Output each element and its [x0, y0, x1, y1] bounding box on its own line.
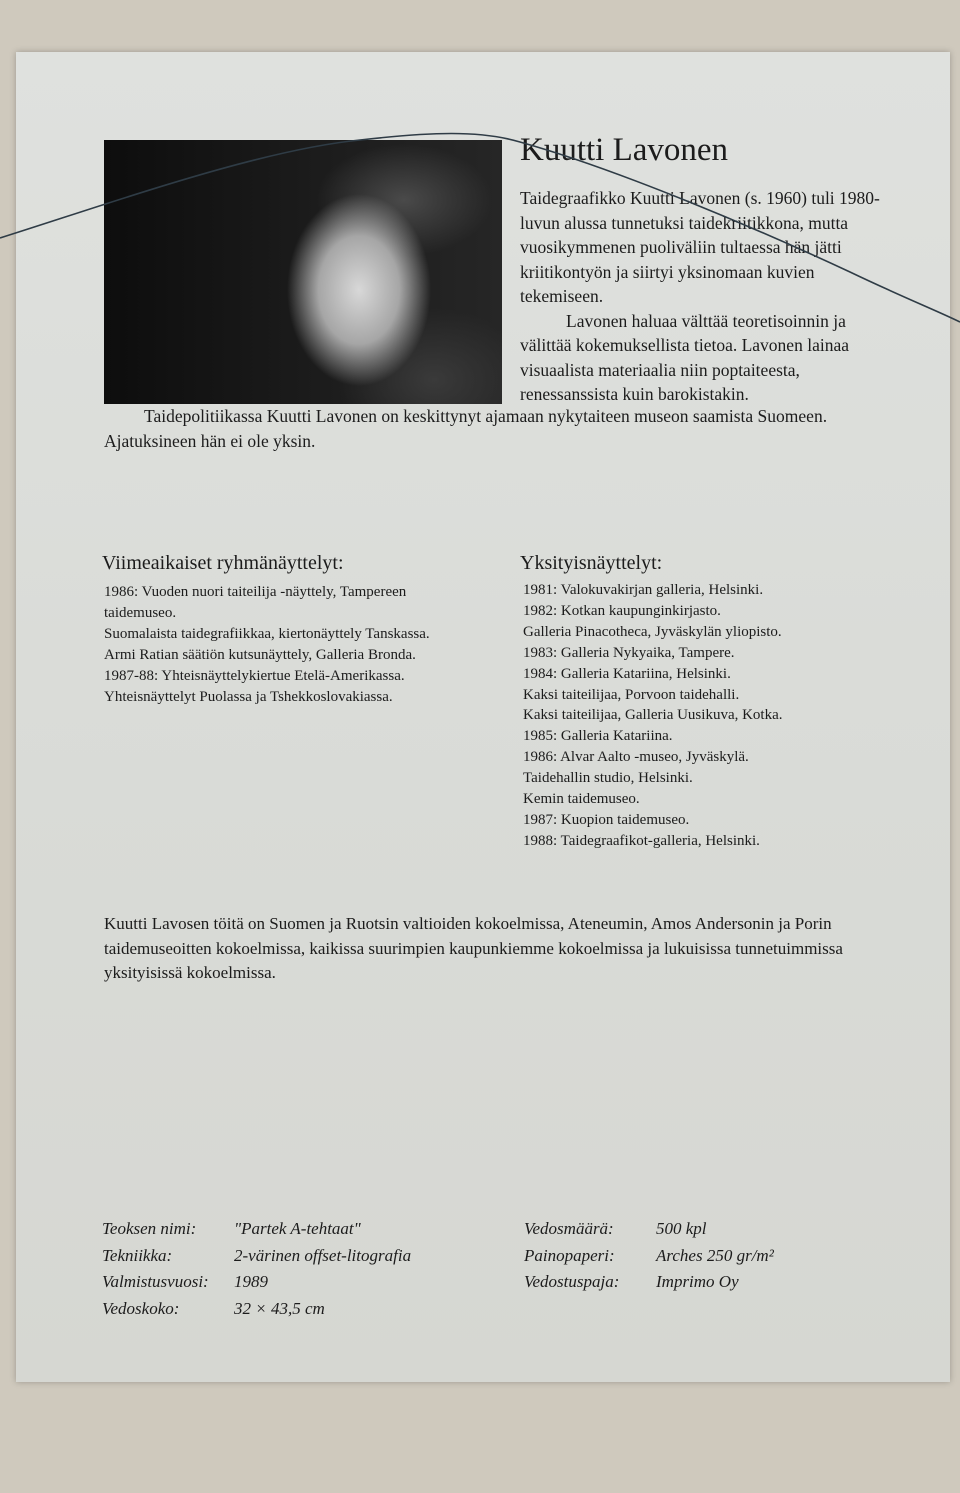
- collections-paragraph: Kuutti Lavosen töitä on Suomen ja Ruotsin valtioiden kokoelmissa, Ateneumin, Amos Andersonin ja Porin taidemuseoitten kokoelmissa, kaikissa suurimpien kaupunkiemme kokoelmissa ja lukuisissa tunnetuimmissa yksityisissä kokoelmissa.: [104, 914, 843, 982]
- table-row: [102, 1216, 411, 1243]
- list-item: 1986: Vuoden nuori taiteilija -näyttely, Tampereen taidemuseo.: [104, 584, 407, 621]
- page-title: Kuutti Lavonen: [520, 132, 729, 168]
- intro-paragraph-2: Lavonen haluaa välttää teoretisoinnin ja välittää kokemuksellista tietoa. Lavonen lainaa visuaalista materiaalia niin poptaiteesta, renessanssista kuin barokistakin.: [520, 310, 849, 404]
- info-value: 500 kpl: [656, 1219, 707, 1239]
- list-item: 1981: Valokuvakirjan galleria, Helsinki.: [523, 582, 764, 598]
- table-row: [102, 1269, 411, 1296]
- intro-text: [520, 186, 900, 407]
- info-value: Arches 250 gr/m²: [656, 1245, 774, 1265]
- info-label: Vedoskoko:: [102, 1298, 180, 1318]
- solo-exhibitions-list: [523, 580, 903, 852]
- table-row: [524, 1269, 774, 1296]
- info-value: 1989: [234, 1272, 268, 1292]
- table-row: [102, 1243, 411, 1270]
- table-row: [102, 1296, 411, 1323]
- list-item: 1985: Galleria Katariina.: [523, 728, 673, 745]
- list-item: 1988: Taidegraafikot-galleria, Helsinki.: [523, 832, 760, 849]
- group-exhibitions-list: [104, 582, 474, 707]
- info-value: Imprimo Oy: [656, 1272, 739, 1292]
- list-item: 1984: Galleria Katariina, Helsinki.: [523, 665, 731, 682]
- artwork-info-left: [102, 1216, 411, 1322]
- table-row: [524, 1216, 774, 1243]
- list-item: 1987-88: Yhteisnäyttelykiertue Etelä-Amerikassa.: [104, 667, 405, 684]
- info-label: Tekniikka:: [102, 1245, 173, 1265]
- list-item: Kaksi taiteilijaa, Porvoon taidehalli.: [523, 686, 740, 703]
- list-item: Galleria Pinacotheca, Jyväskylän yliopisto.: [523, 623, 782, 640]
- artwork-info-right: [524, 1216, 774, 1296]
- info-value: 2-värinen offset-litografia: [234, 1245, 412, 1265]
- list-item: 1982: Kotkan kaupunginkirjasto.: [523, 602, 721, 619]
- list-item: Yhteisnäyttelyt Puolassa ja Tshekkoslovakiassa.: [104, 688, 393, 705]
- list-item: 1986: Alvar Aalto -museo, Jyväskylä.: [523, 749, 749, 766]
- list-item: 1983: Galleria Nykyaika, Tampere.: [523, 644, 735, 661]
- list-item: Suomalaista taidegrafiikkaa, kiertonäyttely Tanskassa.: [104, 625, 430, 642]
- list-item: Taidehallin studio, Helsinki.: [523, 770, 693, 787]
- table-row: [524, 1243, 774, 1270]
- info-label: Painopaperi:: [524, 1245, 615, 1265]
- info-label: Vedostuspaja:: [524, 1272, 620, 1292]
- info-label: Vedosmäärä:: [524, 1219, 614, 1239]
- list-item: Armi Ratian säätiön kutsunäyttely, Galleria Bronda.: [104, 646, 416, 663]
- list-item: 1987: Kuopion taidemuseo.: [523, 811, 690, 828]
- intro-paragraph-3: Taidepolitiikassa Kuutti Lavonen on keskittynyt ajamaan nykytaiteen museon saamista Suomeen. Ajatuksineen hän ei ole yksin.: [104, 406, 828, 451]
- portrait-photo: [104, 140, 502, 404]
- solo-exhibitions-heading: Yksityisnäyttelyt:: [520, 552, 663, 574]
- info-label: Teoksen nimi:: [102, 1219, 197, 1239]
- info-value: "Partek A-tehtaat": [234, 1219, 361, 1239]
- list-item: Kaksi taiteilijaa, Galleria Uusikuva, Kotka.: [523, 707, 783, 724]
- list-item: Kemin taidemuseo.: [523, 791, 640, 808]
- info-label: Valmistusvuosi:: [102, 1272, 209, 1292]
- info-value: 32 × 43,5 cm: [234, 1298, 325, 1318]
- group-exhibitions-heading: Viimeaikaiset ryhmänäyttelyt:: [102, 552, 344, 574]
- intro-paragraph-1: Taidegraafikko Kuutti Lavonen (s. 1960) tuli 1980-luvun alussa tunnetuksi taidekriitikkona, mutta vuosikymmenen puoliväliin tultaessa hän jätti kriitikontyön ja siirtyi yksinomaan kuvien tekemiseen.: [520, 188, 880, 306]
